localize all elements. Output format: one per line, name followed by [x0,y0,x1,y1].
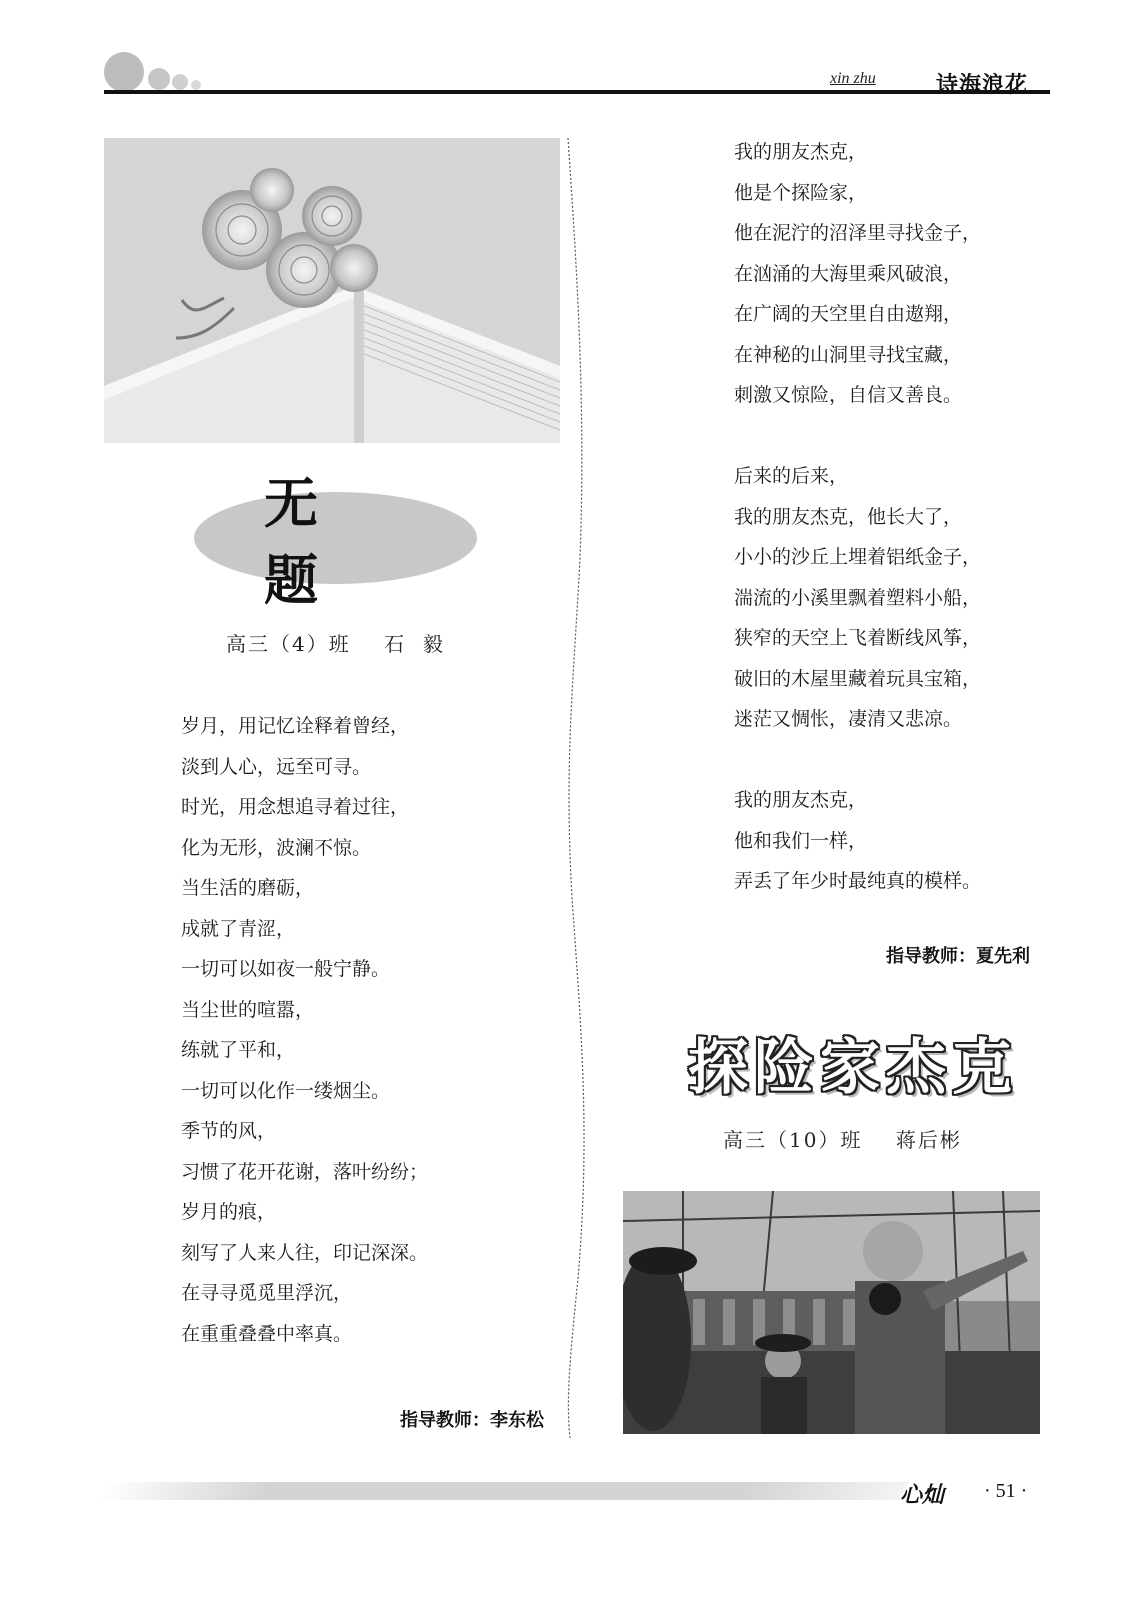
stanza-gap [734,740,981,781]
poem1-line: 成就了青涩， [181,917,296,940]
poem2-line: 在汹涌的大海里乘风破浪， [734,262,963,285]
poem1-line: 当生活的磨砺， [181,877,315,899]
poem1-title: 无 题 [264,471,388,612]
poem2-line: 在神秘的山洞里寻找宝藏， [734,343,963,366]
header-rule [104,90,1050,94]
poem2-line: 后来的后来， [734,465,849,487]
page-number: · 51 · [984,1480,1028,1502]
magazine-name: 心灿 [900,1482,945,1508]
book-flowers-photo [104,138,560,443]
poem1-line: 淡到人心，远至可寻。 [181,755,372,778]
poem1-line: 练就了平和， [181,1039,296,1061]
poem1-line: 在寻寻觅觅里浮沉， [181,1282,353,1304]
pirate-ship-photo [623,1191,1040,1434]
poem1-line: 一切可以如夜一般宁静。 [181,958,391,980]
poem1-line: 一切可以化作一缕烟尘。 [181,1079,391,1102]
poem2-line: 湍流的小溪里飘着塑料小船， [734,586,982,609]
poem2-line: 我的朋友杰克， [734,141,868,163]
poem1-line: 岁月的痕， [181,1201,277,1223]
poem2-line: 我的朋友杰克， [734,789,868,811]
poem2-line: 弄丢了年少时最纯真的模样。 [734,870,982,892]
stanza-gap [734,416,981,457]
poem1-body [181,706,428,1354]
poem1-line: 当尘世的喧嚣， [181,998,315,1021]
header-pinyin: xin zhu [830,70,876,87]
poem1-teacher: 指导教师：李东松 [400,1410,544,1431]
poem1-line: 季节的风， [181,1120,277,1142]
poem2-line: 狭窄的天空上飞着断线风筝， [734,627,982,649]
poem2-line: 他是个探险家， [734,181,868,204]
poem2-line: 在广阔的天空里自由遨翔， [734,303,963,325]
poem2-line: 破旧的木屋里藏着玩具宝箱， [734,667,982,690]
poem1-line: 在重重叠叠中率真。 [181,1322,353,1345]
poem2-title: 探险家杰克 [688,1033,1018,1103]
poem2-line: 他在泥泞的沼泽里寻找金子， [734,222,982,244]
section-title: 诗海浪花 [936,73,1029,98]
poem1-line: 化为无形，波澜不惊。 [181,836,372,859]
poem1-line: 刻写了人来人往，印记深深。 [181,1241,429,1264]
poem2-author: 高三（10）班 蒋后彬 [723,1128,962,1152]
poem2-body [734,132,981,902]
column-divider [560,138,600,1438]
poem2-line: 他和我们一样， [734,829,868,852]
footer-bar [99,1482,909,1500]
poem1-line: 习惯了花开花谢，落叶纷纷； [181,1160,429,1183]
poem2-line: 小小的沙丘上埋着铝纸金子， [734,546,982,568]
poem1-line: 时光，用念想追寻着过往， [181,796,410,818]
poem2-line: 刺激又惊险，自信又善良。 [734,384,963,406]
poem2-teacher: 指导教师：夏先利 [886,946,1030,967]
poem2-line: 我的朋友杰克，他长大了， [734,505,963,528]
poem2-line: 迷茫又惆怅，凄清又悲凉。 [734,708,963,730]
poem1-line: 岁月，用记忆诠释着曾经， [181,715,410,737]
poem1-author: 高三（4）班 石 毅 [226,632,445,656]
